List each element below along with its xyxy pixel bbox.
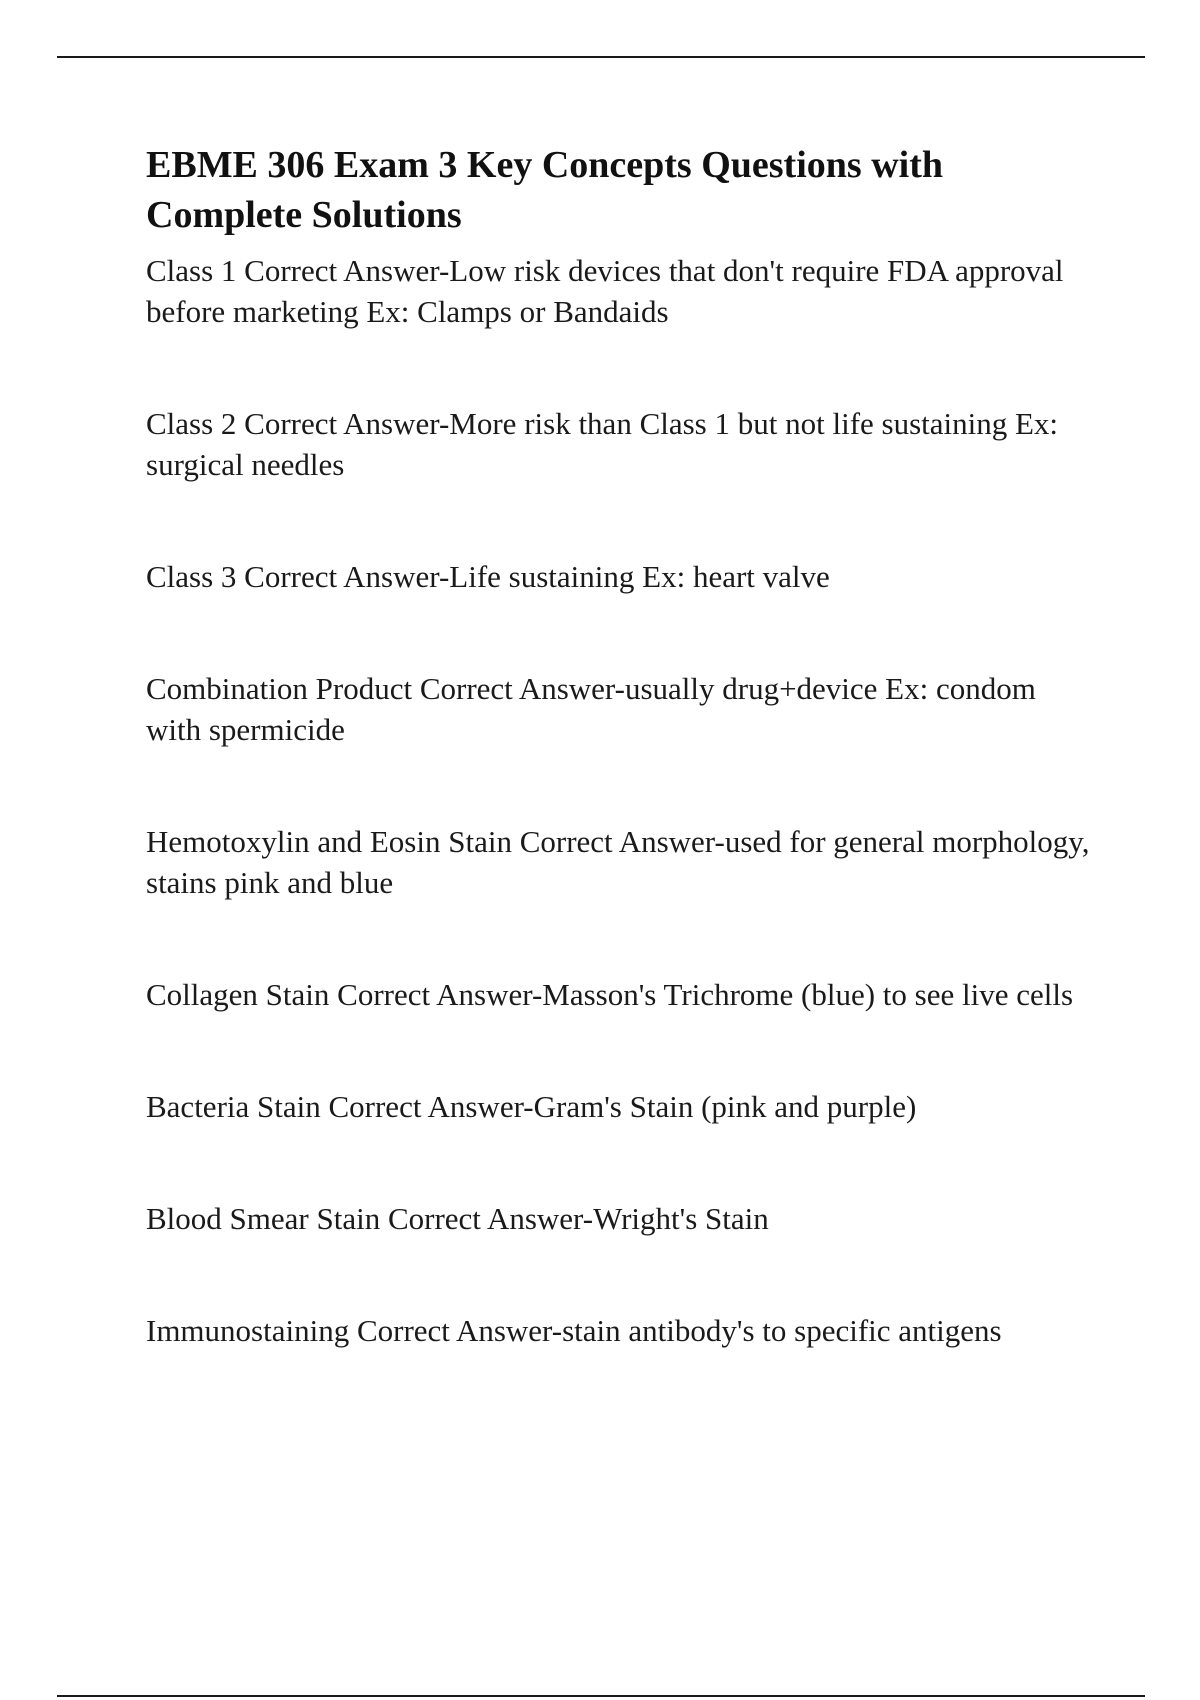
qa-item: Combination Product Correct Answer-usually drug+device Ex: condom with spermicide: [146, 671, 1036, 747]
qa-item: Class 2 Correct Answer-More risk than Class 1 but not life sustaining Ex: surgical needles: [146, 406, 1059, 482]
document-body: [146, 140, 1096, 1351]
qa-item: Class 1 Correct Answer-Low risk devices that don't require FDA approval before marketing Ex: Clamps or Bandaids: [146, 253, 1064, 329]
qa-list: [146, 250, 1096, 1351]
qa-item: Blood Smear Stain Correct Answer-Wright's Stain: [146, 1201, 769, 1236]
bottom-rule: [57, 1695, 1145, 1697]
qa-item: Class 3 Correct Answer-Life sustaining Ex: heart valve: [146, 559, 830, 594]
qa-item: Immunostaining Correct Answer-stain antibody's to specific antigens: [146, 1313, 1002, 1348]
qa-item: Hemotoxylin and Eosin Stain Correct Answer-used for general morphology, stains pink and blue: [146, 824, 1090, 900]
top-rule: [57, 56, 1145, 58]
qa-item: Collagen Stain Correct Answer-Masson's Trichrome (blue) to see live cells: [146, 977, 1074, 1012]
qa-item: Bacteria Stain Correct Answer-Gram's Stain (pink and purple): [146, 1089, 917, 1124]
document-title: EBME 306 Exam 3 Key Concepts Questions with Complete Solutions: [146, 144, 943, 236]
